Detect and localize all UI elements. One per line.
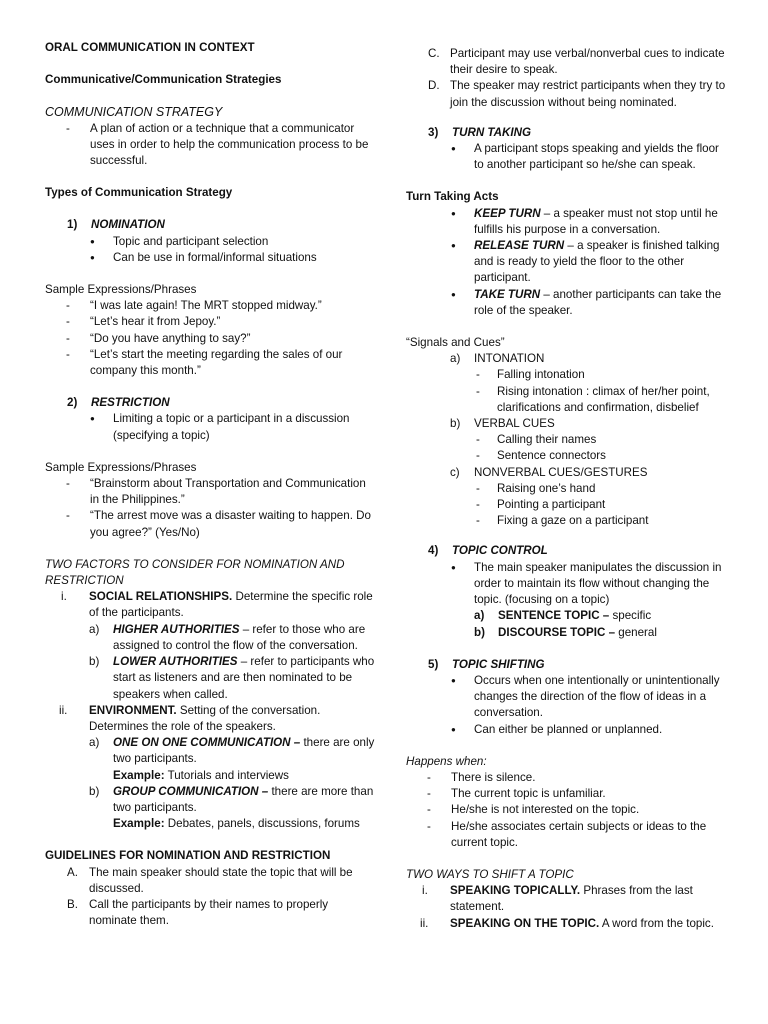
dash-marker: -	[476, 433, 480, 447]
list-item: ● Topic and participant selection	[45, 234, 375, 250]
list-item: - Calling their names	[406, 432, 726, 448]
bullet-marker: ●	[451, 208, 456, 218]
list-item: - There is silence.	[406, 770, 726, 786]
dash-marker: -	[66, 299, 70, 313]
guideline-item: C. Participant may use verbal/nonverbal cues to indicate their desire to speak.	[428, 47, 725, 77]
bullet-marker: ●	[451, 675, 456, 685]
list-item: ● Occurs when one intentionally or unintentionally changes the direction of the flow of ideas in a conversation.	[406, 673, 726, 722]
guidelines-heading: GUIDELINES FOR NOMINATION AND RESTRICTION	[45, 849, 331, 863]
topic-shifting-heading: 5) TOPIC SHIFTING	[428, 657, 545, 671]
bullet-marker: ●	[451, 724, 456, 734]
sample-expressions-heading-2: Sample Expressions/Phrases	[45, 460, 197, 474]
list-item: ● Can either be planned or unplanned.	[406, 722, 726, 738]
bullet-marker: ●	[90, 252, 95, 262]
types-heading: Types of Communication Strategy	[45, 186, 233, 200]
happens-when-heading: Happens when:	[406, 754, 487, 768]
factor-group-communication: b) GROUP COMMUNICATION – there are more than two participants. Example: Debates, panels, discussions, forums	[89, 784, 374, 831]
bullet-marker: ●	[451, 241, 456, 251]
document-title: ORAL COMMUNICATION IN CONTEXT	[45, 41, 255, 54]
dash-marker: -	[476, 384, 480, 398]
list-item: - Rising intonation : climax of her/her point, clarifications and confirmation, disbelief	[406, 384, 726, 416]
dash-marker: -	[66, 509, 70, 523]
dash-marker: -	[476, 368, 480, 382]
factor-higher-authorities: a) HIGHER AUTHORITIES – refer to those who are assigned to control the flow of the conversation.	[89, 622, 366, 652]
factors-heading: TWO FACTORS TO CONSIDER FOR NOMINATION AND RESTRICTION	[45, 557, 345, 588]
dash-marker: -	[66, 477, 70, 491]
list-item: ● TAKE TURN – another participants can take the role of the speaker.	[406, 287, 726, 319]
turn-taking-heading: 3) TURN TAKING	[428, 125, 531, 139]
signal-intonation: a) INTONATION	[450, 352, 545, 366]
list-item: - “Do you have anything to say?”	[45, 331, 375, 347]
factor-social-relationships: i. SOCIAL RELATIONSHIPS. Determine the specific role of the participants.	[61, 590, 373, 620]
factor-environment: ii. ENVIRONMENT. Setting of the conversation. Determines the role of the speakers.	[59, 703, 321, 733]
left-column	[45, 40, 375, 929]
signals-cues-heading: “Signals and Cues”	[406, 336, 505, 350]
bullet-marker: ●	[451, 289, 456, 299]
list-item: ● RELEASE TURN – a speaker is finished talking and is ready to yield the floor to the other participant.	[406, 238, 726, 287]
list-item: - He/she associates certain subjects or ideas to the current topic.	[406, 819, 726, 851]
sample-expressions-list	[45, 298, 375, 379]
list-item: ● Limiting a topic or a participant in a discussion (specifying a topic)	[45, 411, 375, 443]
way-speaking-topically: i. SPEAKING TOPICALLY. Phrases from the last statement.	[422, 884, 693, 914]
restriction-heading: 2) RESTRICTION	[67, 396, 170, 410]
list-item: - He/she is not interested on the topic.	[406, 802, 726, 818]
dash-marker: -	[476, 514, 480, 528]
dash-marker: -	[427, 819, 431, 833]
list-item: - Sentence connectors	[406, 448, 726, 464]
bullet-marker: ●	[90, 414, 95, 424]
list-item: - “Let’s start the meeting regarding the sales of our company this month.”	[45, 347, 375, 379]
dash-marker: -	[427, 770, 431, 784]
bullet-marker: ●	[451, 144, 456, 154]
dash-marker: -	[476, 481, 480, 495]
dash-marker: -	[66, 331, 70, 345]
dash-marker: -	[427, 803, 431, 817]
topic-discourse: b) DISCOURSE TOPIC – general	[474, 625, 657, 639]
signal-nonverbal-cues: c) NONVERBAL CUES/GESTURES	[450, 465, 648, 479]
list-item: ● The main speaker manipulates the discussion in order to maintain its flow without changing the topic. (focusing on a topic)	[406, 560, 726, 609]
dash-marker: -	[66, 347, 70, 361]
list-item: - The current topic is unfamiliar.	[406, 786, 726, 802]
nomination-heading: 1) NOMINATION	[67, 218, 165, 232]
signal-verbal-cues: b) VERBAL CUES	[450, 417, 555, 431]
list-item: ● A participant stops speaking and yields the floor to another participant so he/she can speak.	[406, 141, 726, 173]
communication-strategy-definition: - A plan of action or a technique that a communicator uses in order to help the communication process to be successful.	[45, 121, 375, 170]
list-item: ● Can be use in formal/informal situations	[45, 250, 375, 266]
topic-control-heading: 4) TOPIC CONTROL	[428, 544, 548, 558]
dash-marker: -	[66, 121, 70, 135]
bullet-marker: ●	[451, 562, 456, 572]
dash-marker: -	[427, 787, 431, 801]
list-item: - Pointing a participant	[406, 497, 726, 513]
guideline-item: B. Call the participants by their names to properly nominate them.	[67, 897, 329, 928]
document-subtitle: Communicative/Communication Strategies	[45, 73, 282, 87]
factor-lower-authorities: b) LOWER AUTHORITIES – refer to participants who start as listeners and are then nominated to be speakers when called.	[89, 655, 375, 701]
two-ways-heading: TWO WAYS TO SHIFT A TOPIC	[406, 867, 574, 881]
list-item: - “Let’s hear it from Jepoy.”	[45, 314, 375, 330]
list-item: - “I was late again! The MRT stopped midway.”	[45, 298, 375, 314]
way-speaking-on-topic: ii. SPEAKING ON THE TOPIC. A word from the topic.	[420, 916, 714, 930]
list-item: ● KEEP TURN – a speaker must not stop until he fulfills his purpose in a conversation.	[406, 206, 726, 238]
bullet-marker: ●	[90, 236, 95, 246]
dash-marker: -	[476, 498, 480, 512]
right-column	[406, 46, 726, 932]
dash-marker: -	[476, 449, 480, 463]
nomination-bullets	[45, 234, 375, 266]
list-item: - “Brainstorm about Transportation and Communication in the Philippines.”	[45, 476, 375, 508]
list-item: - Fixing a gaze on a participant	[406, 513, 726, 529]
list-item: - Raising one’s hand	[406, 481, 726, 497]
turn-taking-acts-heading: Turn Taking Acts	[406, 190, 499, 204]
list-item: - “The arrest move was a disaster waiting to happen. Do you agree?” (Yes/No)	[45, 508, 375, 540]
guideline-item: D. The speaker may restrict participants when they try to join the discussion without being nominated.	[428, 79, 726, 109]
topic-sentence: a) SENTENCE TOPIC – specific	[474, 609, 652, 623]
factor-one-on-one: a) ONE ON ONE COMMUNICATION – there are only two participants. Example: Tutorials and interviews	[89, 736, 375, 782]
list-item: - Falling intonation	[406, 367, 726, 383]
communication-strategy-heading: COMMUNICATION STRATEGY	[45, 105, 223, 120]
sample-expressions-heading: Sample Expressions/Phrases	[45, 283, 197, 297]
dash-marker: -	[66, 315, 70, 329]
guideline-item: A. The main speaker should state the topic that will be discussed.	[67, 865, 353, 895]
